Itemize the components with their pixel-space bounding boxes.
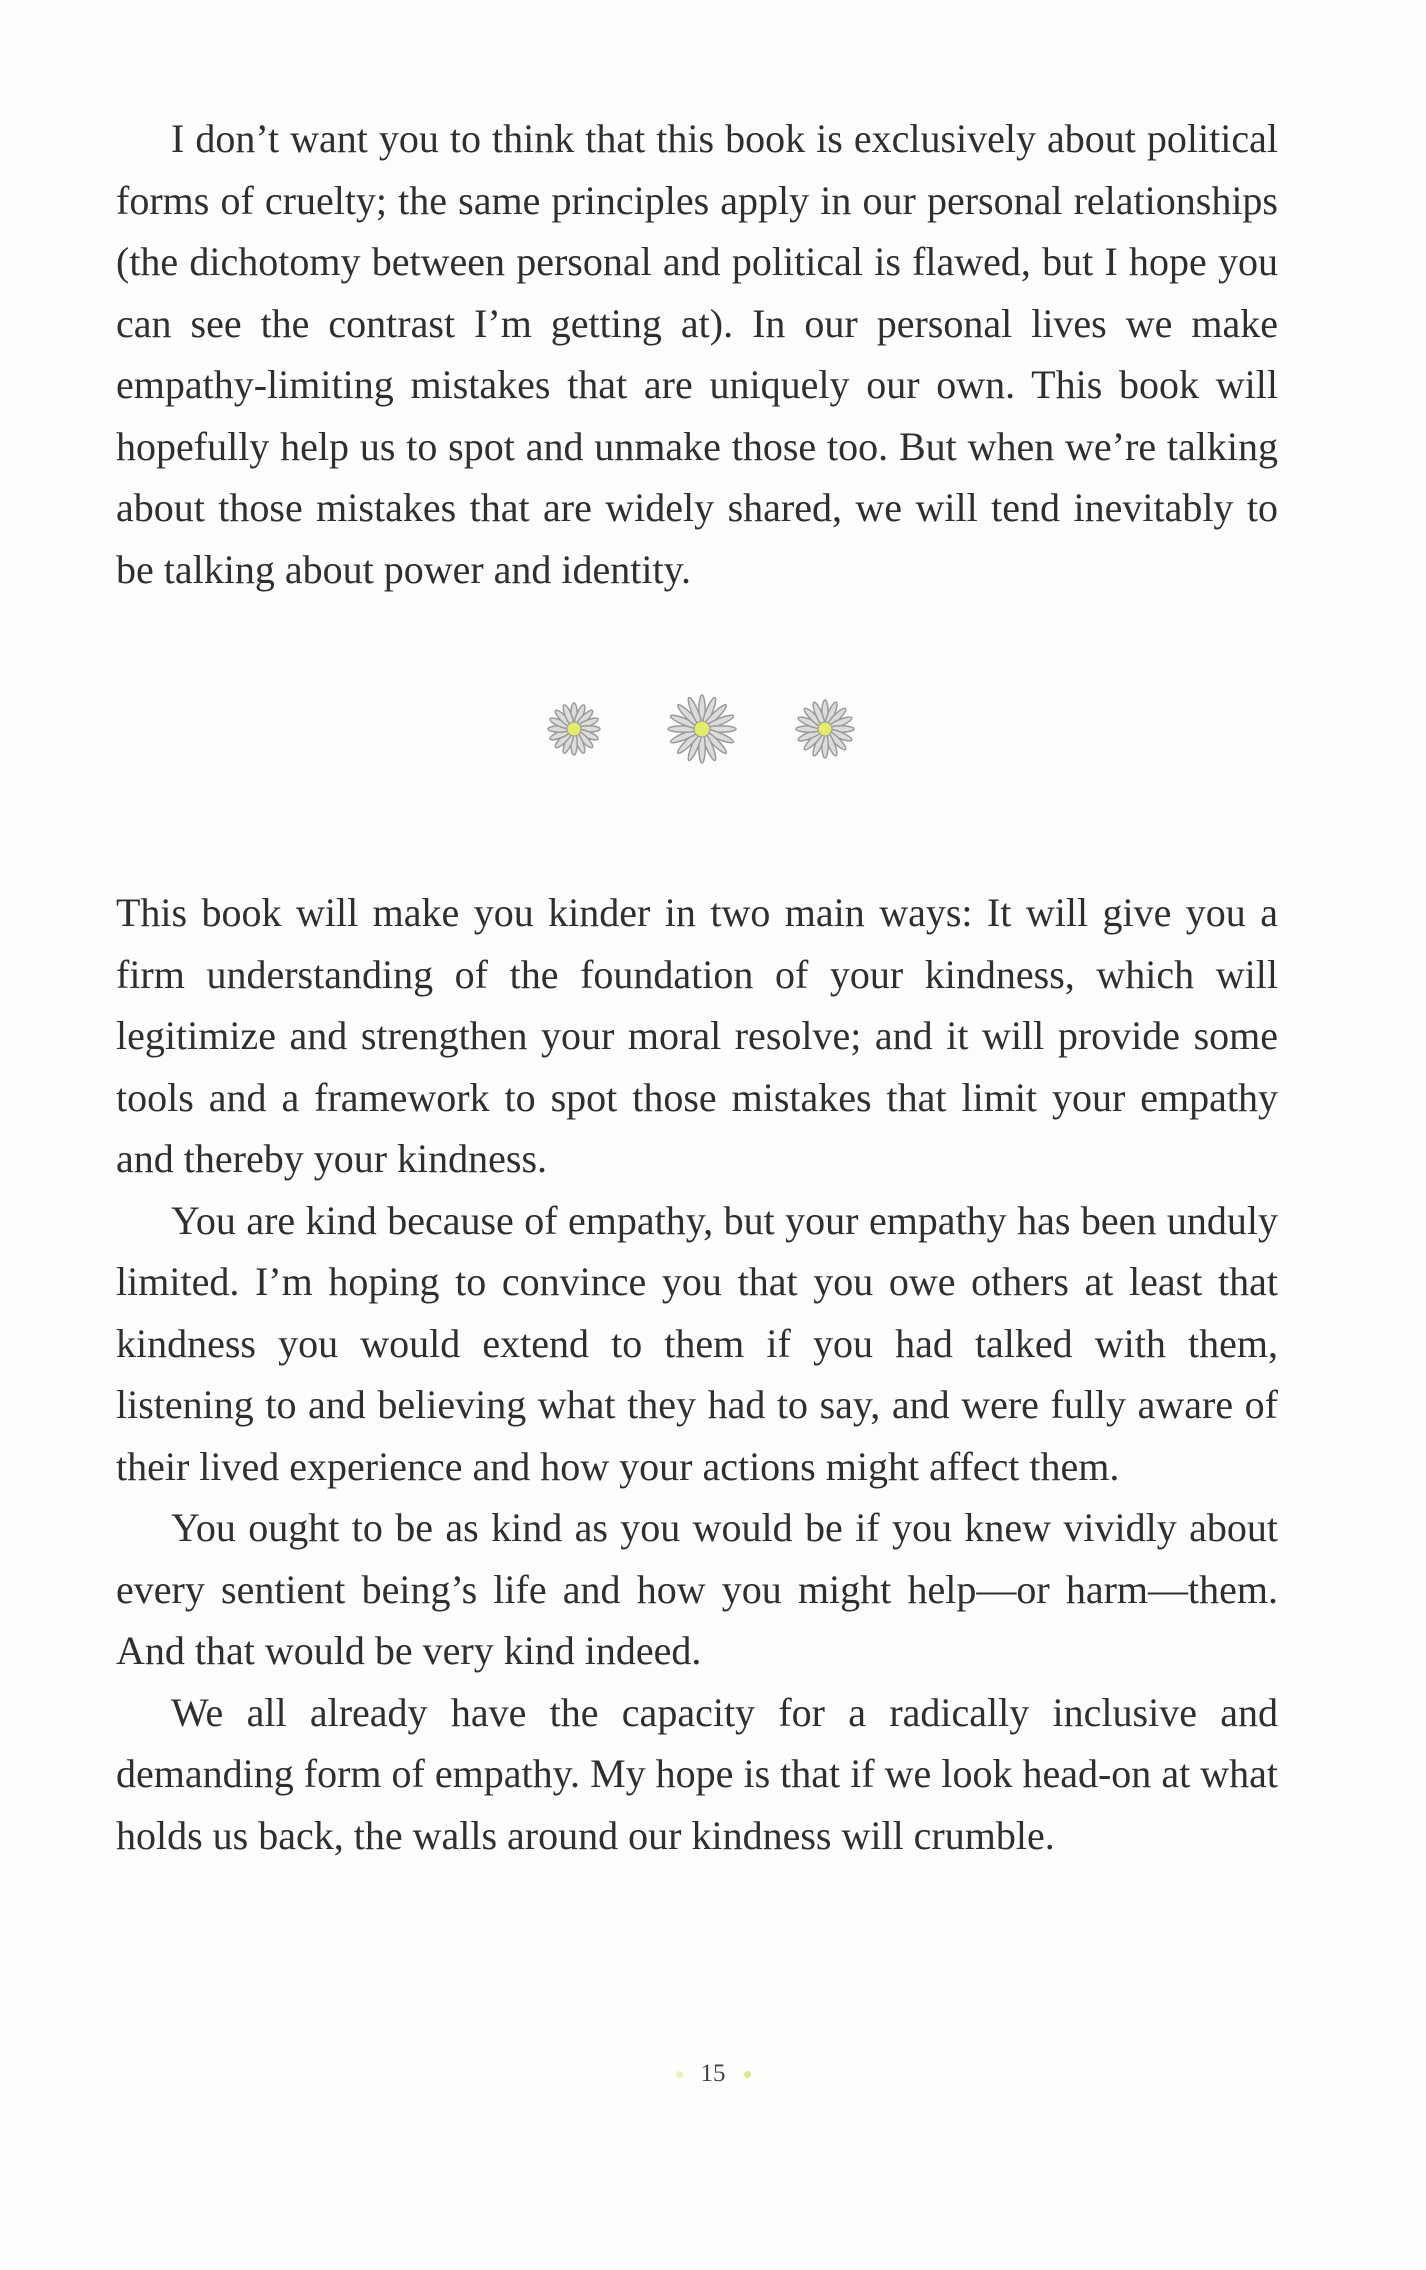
- page-footer: [0, 2060, 1426, 2088]
- section-break-ornament: [116, 694, 1278, 764]
- daisy-flower-icon: [795, 699, 855, 759]
- footer-dot-right: [744, 2071, 751, 2078]
- daisy-flower-icon: [667, 694, 737, 764]
- paragraph-3: You are kind because of empathy, but your empathy has been unduly limited. I’m hoping to convince you that you owe others at least that kindness you would extend to them if you had talked with them, listening to and believing what they had to say, and were fully aware of their lived experience and how your actions might affect them.: [116, 1197, 1278, 1489]
- paragraph-5: We all already have the capacity for a radically inclusive and demanding form of empathy. My hope is that if we look head-on at what holds us back, the walls around our kindness will crumble.: [116, 1689, 1278, 1858]
- paragraph-2: This book will make you kinder in two main ways: It will give you a firm understanding of the foundation of your kindness, which will legitimize and strengthen your moral resolve; and it will provide some tools and a framework to spot those mistakes that limit your empathy and thereby your kindness.: [116, 890, 1278, 1181]
- paragraph-1: I don’t want you to think that this book is exclusively about political forms of cruelty; the same principles apply in our personal relationships (the dichotomy between personal and political is flawed, but I hope you can see the contrast I’m getting at). In our personal lives we make empathy-limiting mistakes that are uniquely our own. This book will hopefully help us to spot and unmake those too. But when we’re talking about those mistakes that are widely shared, we will tend inevitably to be talking about power and identity.: [116, 116, 1278, 592]
- page-body: [116, 108, 1278, 1866]
- footer-dot-left: [676, 2071, 683, 2078]
- daisy-flower-icon: [539, 702, 609, 756]
- page-number: 15: [700, 2060, 726, 2087]
- paragraph-4: You ought to be as kind as you would be if you knew vividly about every sentient being’s life and how you might help—or harm—them. And that would be very kind indeed.: [116, 1505, 1278, 1673]
